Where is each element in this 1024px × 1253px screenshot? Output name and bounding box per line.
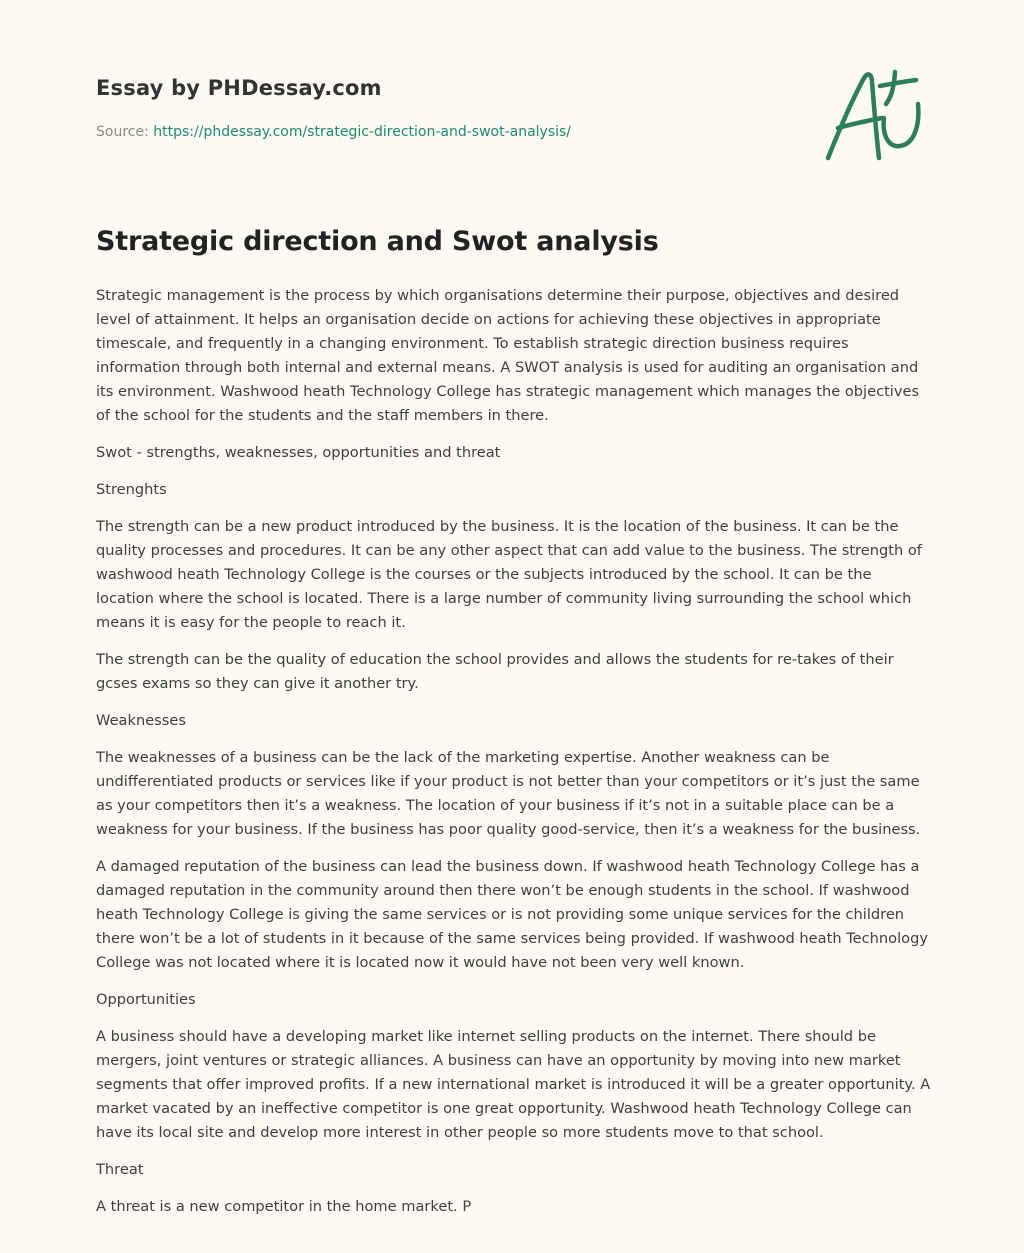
a-plus-logo-icon bbox=[822, 66, 926, 166]
source-link[interactable]: https://phdessay.com/strategic-direction-and-swot-analysis/ bbox=[153, 124, 572, 140]
paragraph: The weaknesses of a business can be the lack of the marketing expertise. Another weakness can be undifferentiated products or services like if your product is not better than your competitors or it’s just the same as your competitors then it’s a weakness. The location of your business if it’s not in a suitable place can be a weakness for your business. If the business has poor quality good-service, then it’s a weakness for the business. bbox=[96, 749, 921, 838]
source-line bbox=[96, 124, 571, 140]
essay-page bbox=[96, 0, 936, 1215]
source-label: Source: bbox=[96, 124, 149, 140]
brand-title: Essay by PHDessay.com bbox=[96, 76, 382, 100]
section-heading-threat: Threat bbox=[96, 1161, 144, 1178]
essay-title: Strategic direction and Swot analysis bbox=[96, 226, 659, 257]
section-heading-weaknesses: Weaknesses bbox=[96, 712, 186, 729]
paragraph: A threat is a new competitor in the home market. P bbox=[96, 1198, 472, 1215]
section-heading-strengths: Strenghts bbox=[96, 481, 167, 498]
paragraph: A business should have a developing market like internet selling products on the internet. There should be mergers, joint ventures or strategic alliances. A business can have an opportunity by moving into new market segments that offer improved profits. If a new international market is introduced it will be a greater opportunity. A market vacated by an ineffective competitor is one great opportunity. Washwood heath Technology College can have its local site and develop more interest in other people so more students move to that school. bbox=[96, 1028, 931, 1141]
essay-body bbox=[96, 284, 932, 1232]
paragraph: The strength can be a new product introduced by the business. It is the location of the business. It can be the quality processes and procedures. It can be any other aspect that can add value to the business. The strength of washwood heath Technology College is the courses or the subjects introduced by the school. It can be the location where the school is located. There is a large number of community living surrounding the school which means it is easy for the people to reach it. bbox=[96, 518, 922, 631]
header bbox=[96, 0, 936, 200]
paragraph: The strength can be the quality of education the school provides and allows the students for re-takes of their gcses exams so they can give it another try. bbox=[96, 651, 894, 692]
swot-definition: Swot - strengths, weaknesses, opportunities and threat bbox=[96, 444, 501, 461]
paragraph: A damaged reputation of the business can lead the business down. If washwood heath Technology College has a damaged reputation in the community around then there won’t be enough students in the school. If washwood heath Technology College is giving the same services or is not providing some unique services for the children there won’t be a lot of students in it because of the same services being provided. If washwood heath Technology College was not located where it is located now it would have not been very well known. bbox=[96, 858, 928, 971]
section-heading-opportunities: Opportunities bbox=[96, 991, 196, 1008]
paragraph: Strategic management is the process by which organisations determine their purpose, objectives and desired level of attainment. It helps an organisation decide on actions for achieving these objectives in appropriate timescale, and frequently in a changing environment. To establish strategic direction business requires information through both internal and external means. A SWOT analysis is used for auditing an organisation and its environment. Washwood heath Technology College has strategic management which manages the objectives of the school for the students and the staff members in there. bbox=[96, 287, 920, 424]
